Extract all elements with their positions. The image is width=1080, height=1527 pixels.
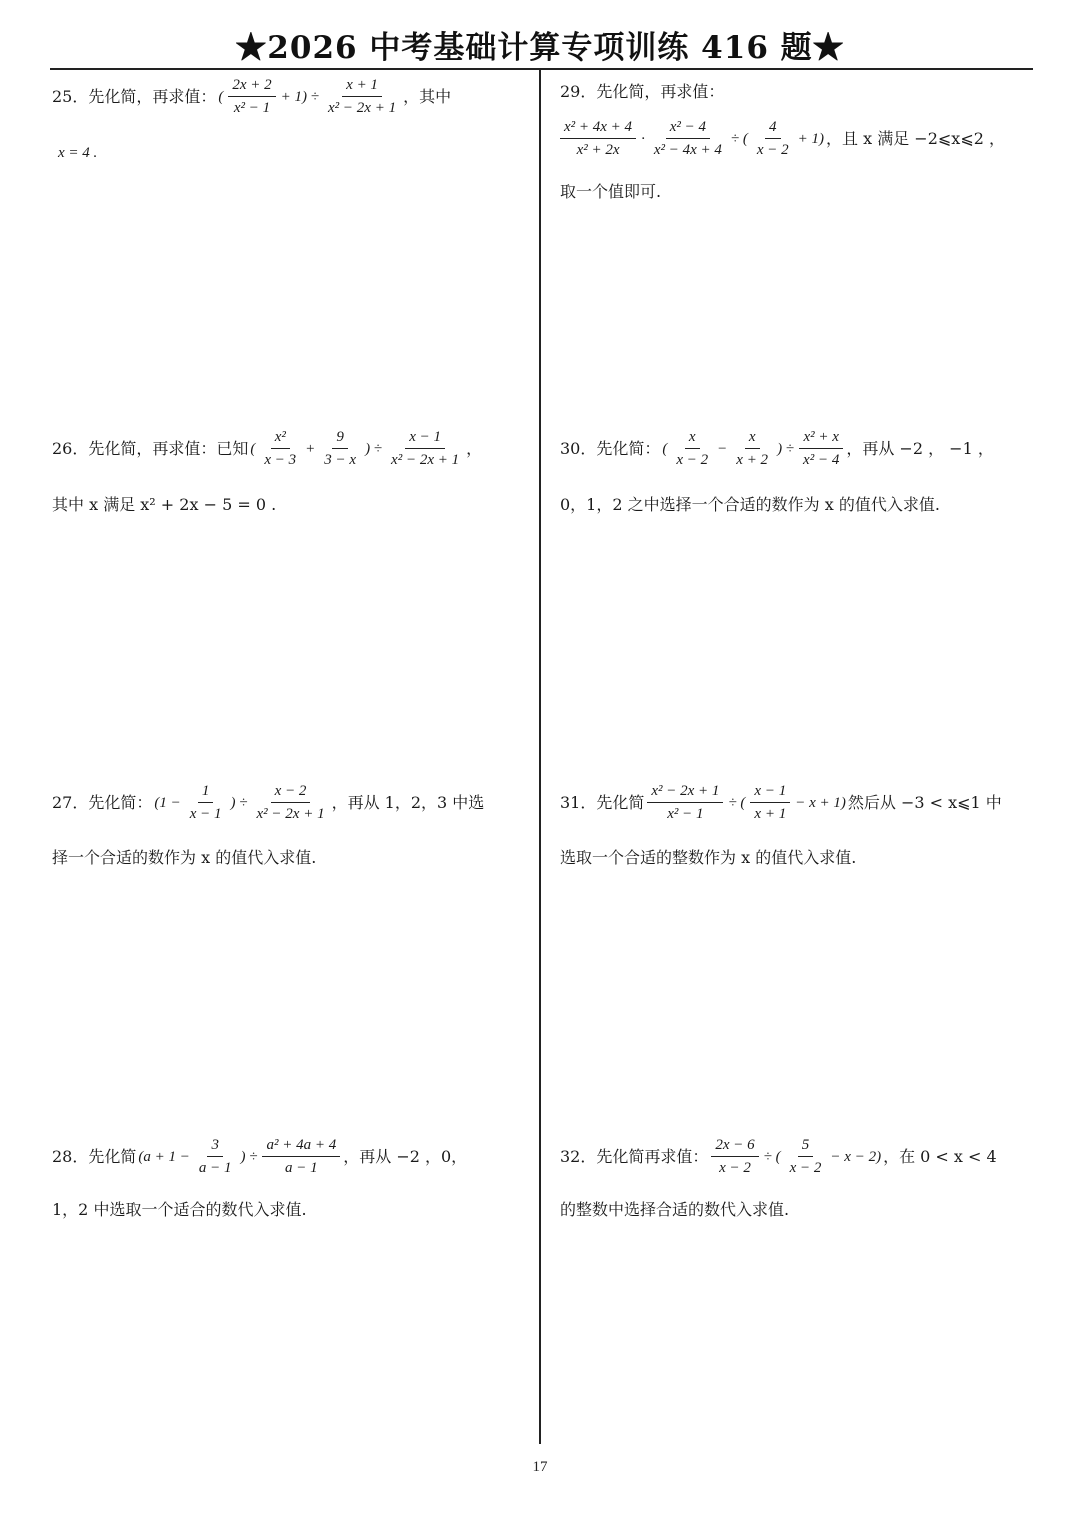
operator: ÷ ( [728,794,746,811]
numerator: x [745,430,760,449]
problem-tail: ，在 0 < x < 4 [883,1147,997,1166]
denominator: x² − 2x + 1 [328,100,397,116]
operator: + 1) ÷ [280,88,320,105]
numerator: x + 1 [342,78,382,97]
numerator: a² + 4a + 4 [262,1138,340,1157]
operator: ÷ ( [763,1148,781,1165]
problem-line-2: 1，2 中选取一个适合的数代入求值. [52,1200,307,1219]
problem-lead: 27．先化简： [52,793,153,812]
problem-line-2: 其中 x 满足 x² + 2x − 5 = 0 . [52,495,277,514]
numerator: 1 [198,784,214,803]
fraction [650,120,726,158]
paren: (1 − [154,794,181,811]
numerator: 5 [798,1138,814,1157]
paren: ( [662,440,668,457]
problem-line-2: 0，1，2 之中选择一个合适的数作为 x 的值代入求值. [560,495,940,514]
numerator: x − 2 [271,784,311,803]
denominator: a − 1 [285,1160,318,1176]
problem-tail: ， [466,439,483,458]
numerator: x − 1 [405,430,445,449]
denominator: x − 3 [264,452,297,468]
fraction [753,120,793,158]
numerator: x [685,430,700,449]
paren: (a + 1 − [138,1148,190,1165]
problem-lead: 29．先化简，再求值： [560,82,725,101]
denominator: x − 2 [676,452,709,468]
page-number: 17 [532,1459,548,1475]
problem-line-2: 择一个合适的数作为 x 的值代入求值. [52,848,317,867]
problem-32 [560,1137,1040,1219]
denominator: 3 − x [324,452,357,468]
problem-line-2: 的整数中选择合适的数代入求值. [560,1200,790,1219]
paren: ( [250,440,256,457]
fraction [324,78,400,116]
numerator: x − 1 [750,784,790,803]
operator: ) ÷ [777,440,795,457]
problem-tail: ，再从 1，2，3 中选 [331,793,485,812]
problem-line-2: 选取一个合适的整数作为 x 的值代入求值. [560,848,857,867]
fraction [647,784,723,822]
problem-30 [560,429,1040,514]
problem-lead: 28．先化简 [52,1147,137,1166]
denominator: x² − 1 [233,100,271,116]
operator: ) ÷ [365,440,383,457]
denominator: x² − 4 [803,452,840,468]
fraction [560,120,636,158]
fraction [732,430,772,468]
denominator: x − 2 [719,1160,751,1176]
fraction [672,430,712,468]
numerator: 3 [207,1138,223,1157]
numerator: x² [271,430,290,449]
problem-28 [52,1137,532,1219]
problem-25 [52,77,532,161]
denominator: x² − 2x + 1 [391,452,460,468]
operator: − x + 1) [795,794,846,811]
operator: ÷ ( [730,130,748,147]
operator: − x − 2) [830,1148,882,1165]
denominator: x − 2 [789,1160,822,1176]
fraction [799,430,843,468]
fraction [711,1138,758,1176]
operator: ) ÷ [230,794,248,811]
problem-tail: 然后从 −3 < x⩽1 中 [847,793,1002,812]
problem-lead: 25．先化简，再求值： [52,87,217,106]
numerator: 4 [765,120,781,139]
problem-tail: ，再从 −2 ，0， [343,1147,468,1166]
numerator: x² − 2x + 1 [647,784,723,803]
numerator: 9 [332,430,348,449]
problem-tail: ，再从 −2 ， −1 ， [846,439,994,458]
page-title: ★2026 中考基础计算专项训练 416 题★ [235,30,845,66]
problem-lead: 26．先化简，再求值：已知 [52,439,249,458]
operator: − [717,440,728,457]
fraction [186,784,226,822]
denominator: x + 2 [736,452,769,468]
problem-tail: ，其中 [403,87,452,106]
problem-lead: 31．先化简 [560,793,645,812]
numerator: 2x − 6 [711,1138,758,1157]
denominator: x² + 2x [576,142,620,158]
fraction [387,430,463,468]
problem-line-3: 取一个值即可. [560,182,662,201]
header-rule [50,68,1033,70]
denominator: x + 1 [754,806,787,822]
operator: + 1) [797,130,825,147]
denominator: x² − 4x + 4 [653,142,722,158]
fraction [320,430,360,468]
problem-31 [560,783,1040,867]
denominator: x − 1 [189,806,222,822]
problem-27 [52,783,532,867]
denominator: x² − 2x + 1 [256,806,325,822]
fraction [786,1138,826,1176]
problem-lead: 30．先化简： [560,439,661,458]
fraction [228,78,275,116]
numerator: x² − 4 [666,120,710,139]
denominator: a − 1 [198,1160,232,1176]
operator: ) ÷ [240,1148,258,1165]
problem-29 [560,82,1040,201]
denominator: x² − 1 [667,806,704,822]
operator: + [305,440,316,457]
numerator: x² + x [799,430,842,449]
denominator: x − 2 [756,142,789,158]
column-divider [539,70,541,1444]
operator: · [641,130,645,147]
problem-26 [52,429,532,514]
fraction [750,784,790,822]
fraction [260,430,300,468]
fraction [253,784,329,822]
numerator: 2x + 2 [228,78,275,97]
numerator: x² + 4x + 4 [560,120,636,139]
problem-line-2: x = 4 . [58,145,98,161]
fraction [195,1138,236,1176]
fraction [262,1138,340,1176]
problem-lead: 32．先化简再求值： [560,1147,709,1166]
problem-tail: ，且 x 满足 −2⩽x⩽2 ， [826,129,1005,148]
paren: ( [218,88,224,105]
